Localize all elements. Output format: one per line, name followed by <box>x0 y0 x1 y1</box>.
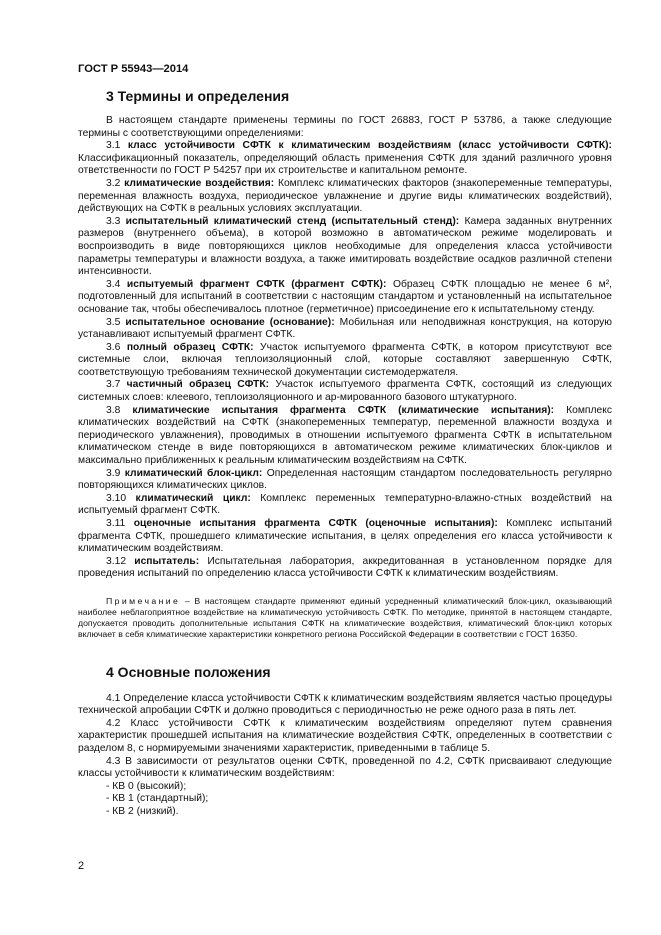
section-4-title: 4 Основные положения <box>106 663 271 680</box>
term-3-9 <box>78 468 612 493</box>
term-definition: Участок испытуемого фрагмента СФТК, в котором присутствуют все системные слои, включая теплоизоляционный слой, которые составляют завершенную СФТК, соответствующую требованиям технической документации системодержателя. <box>78 341 612 378</box>
term-number: 3.6 <box>106 341 121 353</box>
term-3-6 <box>78 342 612 380</box>
term-3-1 <box>78 140 612 178</box>
clause-4-3: 4.3 В зависимости от результатов оценки СФТК, проведенной по 4.2, СФТК присваивают следующие классы устойчивости к климатическим воздействиям: <box>78 755 612 780</box>
term-3-2 <box>78 178 612 216</box>
term-3-8 <box>78 405 612 468</box>
note-text: – В настоящем стандарте применяют единый усредненный климатический блок-цикл, оказывающий наиболее неблагоприятное воздействие на климатическую устойчивость СФТК. По методике, принятой в настоящем стандарте, допускается проводить дополнительные испытания СФТК на климатические воздействия, климатический блок-цикл которых включает в себя климатические характеристики конкретного региона Российской Федерации в соответствии с ГОСТ 16350. <box>78 595 612 639</box>
term-number: 3.3 <box>106 215 121 227</box>
document-header: ГОСТ Р 55943—2014 <box>78 63 189 75</box>
term-3-11 <box>78 518 612 556</box>
term-definition: Мобильная или неподвижная конструкция, на которую устанавливают испытуемый фрагмент СФТК. <box>78 316 612 341</box>
page-number: 2 <box>78 860 85 872</box>
document-body <box>78 88 612 819</box>
class-kv2: - КВ 2 (низкий). <box>106 805 179 817</box>
term-number: 3.2 <box>106 177 121 189</box>
term-definition: Классификационный показатель, определяющий область применения СФТК для зданий различного уровня ответственности по ГОСТ Р 54257 при их строительстве и капитальном ремонте. <box>78 152 612 177</box>
term-3-10 <box>78 493 612 518</box>
section-3-note <box>78 596 612 640</box>
term-3-12 <box>78 556 612 581</box>
clause-4-1: 4.1 Определение класса устойчивости СФТК к климатическим воздействиям является частью процедуры технической апробации СФТК и должно проводиться с периодичностью не реже одного раза в пять лет. <box>78 692 612 717</box>
term-3-7 <box>78 379 612 404</box>
term-name: испытатель: <box>134 555 200 567</box>
section-3-intro: В настоящем стандарте применены термины по ГОСТ 26883, ГОСТ Р 53786, а также следующие термины с соответствующими определениями: <box>78 115 612 139</box>
term-name: полный образец СФТК: <box>126 341 254 353</box>
note-label: Примечание <box>106 595 181 606</box>
term-3-5 <box>78 317 612 342</box>
term-number: 3.7 <box>106 379 121 391</box>
term-definition: Комплекс переменных температурно-влажно-стных воздействий на испытуемый фрагмент СФТК. <box>78 492 612 517</box>
term-name: климатический цикл: <box>135 492 251 504</box>
term-number: 3.10 <box>106 492 127 504</box>
term-3-4 <box>78 279 612 317</box>
term-number: 3.8 <box>106 404 121 416</box>
term-3-3 <box>78 216 612 279</box>
term-number: 3.1 <box>106 140 121 152</box>
term-definition: Комплекс испытаний фрагмента СФТК, прошедшего климатические испытания, в целях определения его класса устойчивости к климатическим воздействиям. <box>78 518 613 555</box>
term-name: испытательный климатический стенд (испытательный стенд): <box>125 215 460 227</box>
term-name: климатический блок-цикл: <box>124 467 263 479</box>
term-name: испытательное основание (основание): <box>125 316 335 328</box>
term-name: климатические воздействия: <box>124 177 275 189</box>
term-name: климатические испытания фрагмента СФТК (климатические испытания): <box>132 404 555 416</box>
class-kv1: - КВ 1 (стандартный); <box>106 793 209 805</box>
term-definition: Камера заданных внутренних размеров (внутреннего объема), в которой возможно в автоматическом режиме моделировать и воспроизводить в виде повторяющихся циклов необходимые для определения класса устойчивости параметры температуры и влажности воздуха, а также имитировать воздействие осадков различной степени интенсивности. <box>78 215 612 278</box>
term-name: оценочные испытания фрагмента СФТК (оценочные испытания): <box>133 518 498 529</box>
term-number: 3.12 <box>106 555 127 567</box>
term-name: класс устойчивости СФТК к климатическим воздействиям (класс устойчивости СФТК): <box>127 140 612 152</box>
term-number: 3.4 <box>106 278 121 290</box>
term-definition: Участок испытуемого фрагмента СФТК, состоящий из следующих системных слоев: клеевого, теплоизоляционного и ар-мированного базового штукатурного. <box>78 379 612 404</box>
term-number: 3.5 <box>106 316 121 328</box>
term-number: 3.11 <box>106 518 126 529</box>
section-3-title: 3 Термины и определения <box>106 88 290 104</box>
term-definition: Комплекс климатических воздействий на СФТК (знакопеременных температур, переменной влажности воздуха и периодического увлажнения), проводимых в отношении испытуемого фрагмента СФТК в испытательном климатическом стенде в виде повторяющихся в автоматическом режиме климатических блок-циклов и максимально приближенных к реальным климатическим воздействиям на СФТК. <box>78 404 612 467</box>
class-kv0: - КВ 0 (высокий); <box>106 780 187 792</box>
term-definition: Испытательная лаборатория, аккредитованная в установленном порядке для проведения испытаний по определению класса устойчивости СФТК к климатическим воздействиям. <box>78 555 612 580</box>
clause-4-2: 4.2 Класс устойчивости СФТК к климатическим воздействиям определяют путем сравнения характеристик прошедшей испытания на климатические воздействия СФТК, определенных в соответствии с разделом 8, с нормируемыми значениями характеристик, приведенными в таблице 5. <box>78 717 612 754</box>
term-number: 3.9 <box>106 467 121 479</box>
term-name: частичный образец СФТК: <box>126 379 270 391</box>
term-definition: Образец СФТК площадью не менее 6 м², подготовленный для испытаний в соответствии с настоящим стандартом и установленный на испытательное основание так, чтобы обеспечивалось плотное (герметичное) присоединение его к испытательному стенду. <box>78 278 612 315</box>
term-definition: Определенная настоящим стандартом последовательность регулярно повторяющихся климатических циклов. <box>78 467 612 492</box>
term-definition: Комплекс климатических факторов (знакопеременные температуры, переменная влажность воздуха, периодическое увлажнение и другие виды климатических воздействий), действующих на СФТК в реальных условиях эксплуатации. <box>78 177 612 215</box>
term-name: испытуемый фрагмент СФТК (фрагмент СФТК): <box>126 278 387 290</box>
